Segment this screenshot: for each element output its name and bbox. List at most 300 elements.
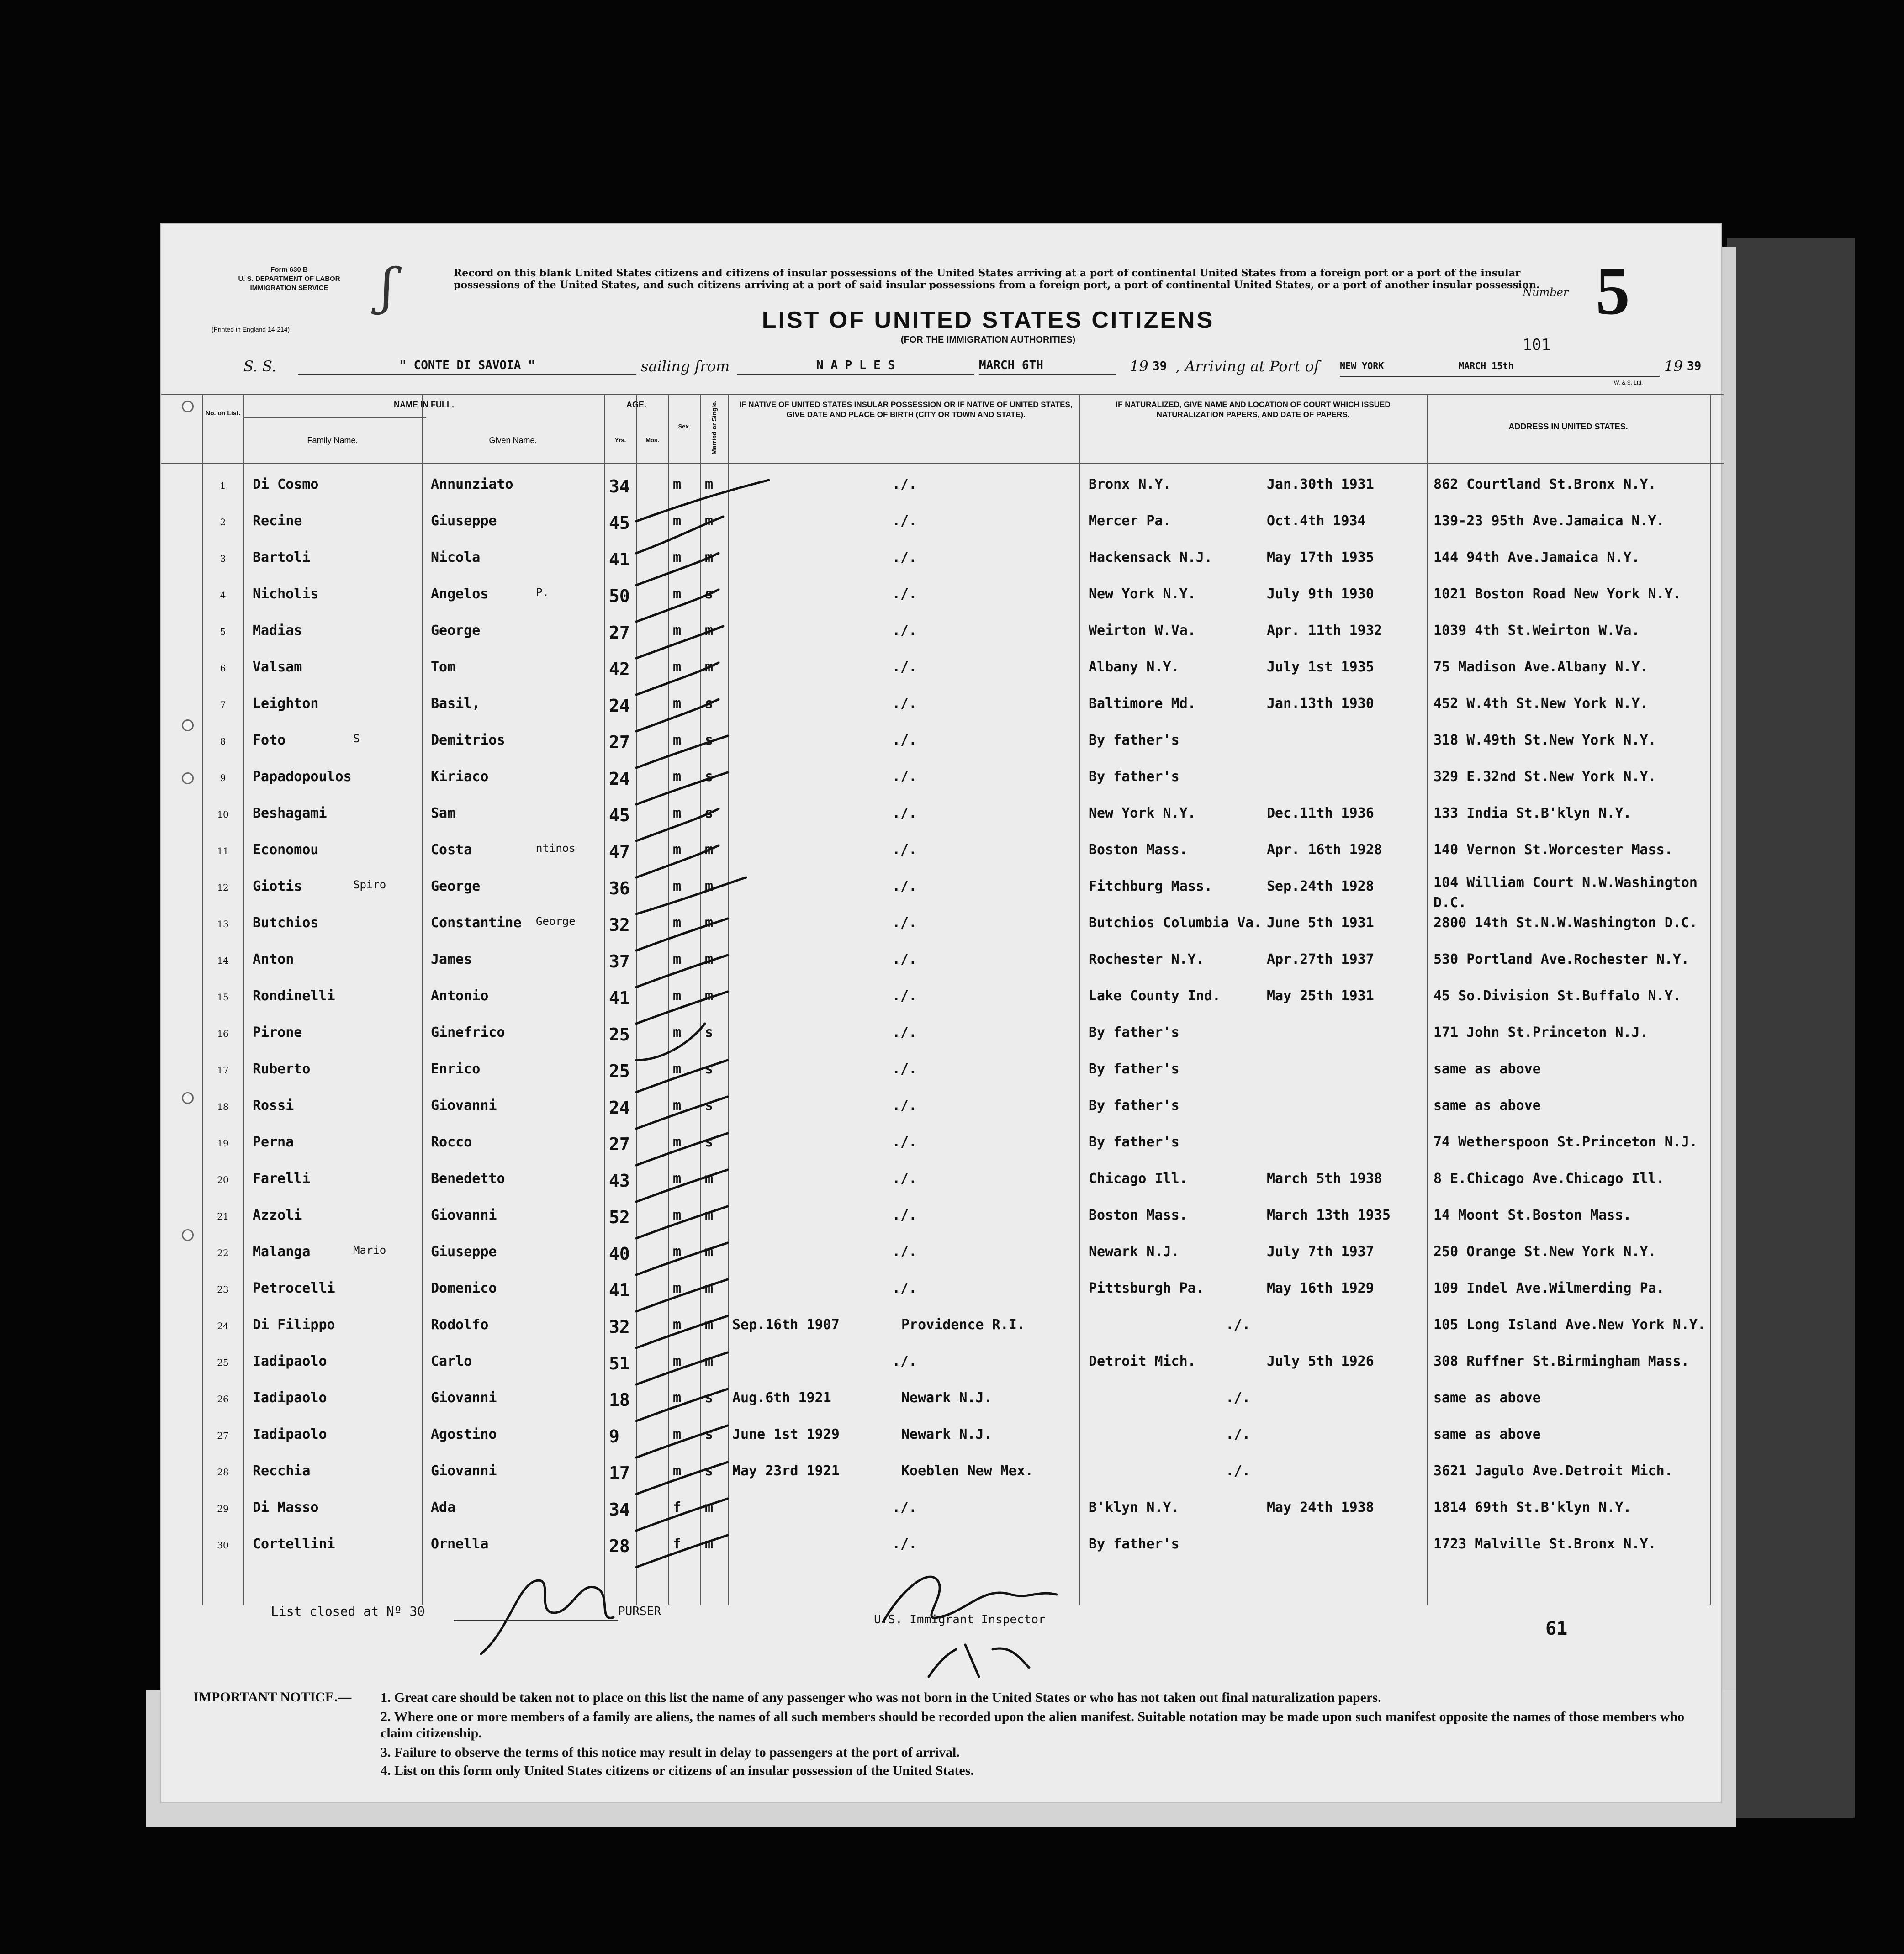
family-name: Giotis: [253, 878, 302, 894]
sex: m: [673, 1207, 682, 1223]
address: 140 Vernon St.Worcester Mass.: [1433, 842, 1673, 858]
marital-status: s: [705, 1463, 714, 1479]
address: 250 Orange St.New York N.Y.: [1433, 1244, 1656, 1260]
header-sex: Sex.: [678, 423, 691, 430]
marital-status: m: [705, 988, 714, 1004]
passenger-table: [161, 394, 1724, 1764]
sex: m: [673, 915, 682, 931]
department-name: U. S. DEPARTMENT OF LABOR: [238, 275, 340, 283]
sex: m: [673, 1280, 682, 1296]
age-years: 27: [609, 1134, 630, 1154]
sex: m: [673, 1025, 682, 1040]
address: 104 William Court N.W.Washington: [1433, 875, 1698, 891]
given-name-note: P.: [536, 586, 549, 599]
native-ditto: ./.: [892, 513, 917, 529]
year-prefix-from: 19: [1130, 358, 1148, 375]
table-row: [161, 1536, 1724, 1573]
service-name: IMMIGRATION SERVICE: [250, 284, 328, 292]
naturalization-court: New York N.Y.: [1089, 805, 1196, 821]
birth-place: Koeblen New Mex.: [901, 1463, 1033, 1479]
naturalization-court: By father's: [1089, 1098, 1179, 1114]
header-name-in-full: NAME IN FULL.: [394, 400, 454, 409]
age-years: 41: [609, 1280, 630, 1300]
age-years: 40: [609, 1244, 630, 1264]
table-row: [161, 1098, 1724, 1134]
row-number: 13: [217, 919, 229, 929]
table-row: [161, 1280, 1724, 1317]
family-name: Rossi: [253, 1098, 294, 1114]
sex: m: [673, 696, 682, 712]
address: 452 W.4th St.New York N.Y.: [1433, 696, 1648, 712]
family-name: Malanga: [253, 1244, 311, 1260]
table-row: [161, 1390, 1724, 1426]
marital-status: s: [705, 805, 714, 821]
given-name: Demitrios: [431, 732, 505, 748]
address: 133 India St.B'klyn N.Y.: [1433, 805, 1632, 821]
naturalization-ditto: ./.: [1226, 1463, 1251, 1479]
port-from: N A P L E S: [737, 359, 974, 375]
birth-place: Newark N.J.: [901, 1426, 992, 1442]
given-name: Tom: [431, 659, 456, 675]
given-name: Carlo: [431, 1353, 472, 1369]
naturalization-court: By father's: [1089, 1134, 1179, 1150]
given-name: Giovanni: [431, 1390, 497, 1406]
row-number: 10: [217, 809, 229, 820]
naturalization-court: B'klyn N.Y.: [1089, 1500, 1179, 1516]
address: 308 Ruffner St.Birmingham Mass.: [1433, 1353, 1689, 1369]
marital-status: m: [705, 1353, 714, 1369]
given-name: Ginefrico: [431, 1025, 505, 1040]
naturalization-court: By father's: [1089, 1061, 1179, 1077]
sex: m: [673, 623, 682, 639]
sex: m: [673, 1317, 682, 1333]
sex: m: [673, 1061, 682, 1077]
marital-status: s: [705, 1025, 714, 1040]
native-ditto: ./.: [892, 1244, 917, 1260]
given-name: Sam: [431, 805, 456, 821]
age-years: 52: [609, 1207, 630, 1227]
table-row: [161, 875, 1724, 915]
sex: m: [673, 1353, 682, 1369]
row-number: 15: [217, 992, 229, 1003]
address: same as above: [1433, 1098, 1541, 1114]
row-number: 25: [217, 1357, 229, 1368]
sex: m: [673, 842, 682, 858]
naturalization-date: Jan.30th 1931: [1267, 476, 1374, 492]
sex: m: [673, 951, 682, 967]
given-name: Constantine: [431, 915, 522, 931]
header-instructions: Record on this blank United States citizens and citizens of insular possessions of the United States arriving at a port of continental United States from a foreign port or a port of the insular possessions of the United States, and such citizens arriving at a port of said insular possessions from a foreign port, a port of continental United States, or a port of another insular possession.: [454, 267, 1540, 291]
naturalization-court: Boston Mass.: [1089, 1207, 1188, 1223]
sex: m: [673, 732, 682, 748]
age-years: 17: [609, 1463, 630, 1483]
native-ditto: ./.: [892, 659, 917, 675]
table-top-rule: [161, 394, 1724, 395]
family-name: Foto: [253, 732, 286, 748]
table-row: [161, 1244, 1724, 1280]
table-row: [161, 1317, 1724, 1353]
naturalization-court: By father's: [1089, 1536, 1179, 1552]
notice-item-3: 3. Failure to observe the terms of this notice may result in delay to passengers at the port of arrival.: [381, 1745, 960, 1760]
row-number: 30: [217, 1540, 229, 1551]
table-row: [161, 951, 1724, 988]
native-ditto: ./.: [892, 988, 917, 1004]
sex: m: [673, 1426, 682, 1442]
age-years: 34: [609, 1500, 630, 1520]
naturalization-date: May 25th 1931: [1267, 988, 1374, 1004]
row-number: 20: [217, 1174, 229, 1185]
given-name: Ada: [431, 1500, 456, 1516]
important-notice-label: IMPORTANT NOTICE.—: [193, 1690, 352, 1705]
table-row: [161, 1171, 1724, 1207]
address: 8 E.Chicago Ave.Chicago Ill.: [1433, 1171, 1665, 1187]
table-row: [161, 732, 1724, 769]
address: 45 So.Division St.Buffalo N.Y.: [1433, 988, 1681, 1004]
age-years: 34: [609, 476, 630, 496]
marital-status: s: [705, 1390, 714, 1406]
punch-hole: [182, 719, 194, 731]
family-name: Bartoli: [253, 549, 311, 565]
row-number: 11: [217, 845, 229, 856]
naturalization-court: By father's: [1089, 1025, 1179, 1040]
notice-item-4: 4. List on this form only United States citizens or citizens of an insular possession of the United States.: [381, 1763, 974, 1778]
age-years: 25: [609, 1025, 630, 1045]
address: same as above: [1433, 1390, 1541, 1406]
native-ditto: ./.: [892, 878, 917, 894]
row-number: 26: [217, 1394, 229, 1405]
sex: m: [673, 1244, 682, 1260]
naturalization-ditto: ./.: [1226, 1426, 1251, 1442]
birth-date: Sep.16th 1907: [732, 1317, 840, 1333]
family-name-note: S: [353, 732, 360, 745]
table-row: [161, 805, 1724, 842]
given-name: Giuseppe: [431, 513, 497, 529]
age-years: 41: [609, 988, 630, 1008]
naturalization-court: Albany N.Y.: [1089, 659, 1179, 675]
underlying-page-edge: [1727, 238, 1855, 1818]
family-name: Farelli: [253, 1171, 311, 1187]
native-ditto: ./.: [892, 805, 917, 821]
marital-status: m: [705, 476, 714, 492]
naturalization-court: By father's: [1089, 732, 1179, 748]
naturalization-court: Lake County Ind.: [1089, 988, 1221, 1004]
naturalization-court: Weirton W.Va.: [1089, 623, 1196, 639]
address: same as above: [1433, 1426, 1541, 1442]
address: 109 Indel Ave.Wilmerding Pa.: [1433, 1280, 1665, 1296]
page-title: LIST OF UNITED STATES CITIZENS: [762, 307, 1215, 333]
family-name-note: Spiro: [353, 878, 386, 891]
given-name: Nicola: [431, 549, 481, 565]
given-name: Annunziato: [431, 476, 513, 492]
naturalization-date: Dec.11th 1936: [1267, 805, 1374, 821]
table-row: [161, 586, 1724, 623]
address: 3621 Jagulo Ave.Detroit Mich.: [1433, 1463, 1673, 1479]
marital-status: s: [705, 769, 714, 785]
marital-status: s: [705, 1098, 714, 1114]
address: 2800 14th St.N.W.Washington D.C.: [1433, 915, 1698, 931]
punch-hole: [182, 1229, 194, 1241]
naturalization-court: Detroit Mich.: [1089, 1353, 1196, 1369]
form-number: Form 630 B: [270, 266, 308, 274]
row-number: 1: [220, 480, 226, 491]
naturalization-date: Sep.24th 1928: [1267, 878, 1374, 894]
given-name: Giovanni: [431, 1207, 497, 1223]
row-number: 19: [217, 1138, 229, 1149]
age-years: 37: [609, 951, 630, 972]
given-name: Kiriaco: [431, 769, 489, 785]
row-number: 14: [217, 955, 229, 966]
marital-status: m: [705, 659, 714, 675]
family-name: Di Cosmo: [253, 476, 319, 492]
punch-hole: [182, 772, 194, 784]
native-ditto: ./.: [892, 732, 917, 748]
sex: m: [673, 805, 682, 821]
address: 1723 Malville St.Bronx N.Y.: [1433, 1536, 1656, 1552]
family-name: Iadipaolo: [253, 1426, 327, 1442]
naturalization-court: Mercer Pa.: [1089, 513, 1171, 529]
age-years: 51: [609, 1353, 630, 1373]
given-name: Basil,: [431, 696, 481, 712]
age-years: 41: [609, 549, 630, 570]
marital-status: m: [705, 513, 714, 529]
marital-status: m: [705, 842, 714, 858]
table-row: [161, 1353, 1724, 1390]
age-years: 43: [609, 1171, 630, 1191]
given-name: Agostino: [431, 1426, 497, 1442]
address: 144 94th Ave.Jamaica N.Y.: [1433, 549, 1640, 565]
family-name: Di Filippo: [253, 1317, 335, 1333]
native-ditto: ./.: [892, 1280, 917, 1296]
address: 75 Madison Ave.Albany N.Y.: [1433, 659, 1648, 675]
header-naturalized: IF NATURALIZED, GIVE NAME AND LOCATION OF COURT WHICH ISSUED NATURALIZATION PAPERS, AND DATE OF PAPERS.: [1116, 400, 1391, 419]
list-number: 5: [1596, 253, 1630, 329]
table-row: [161, 842, 1724, 878]
header-married-single: Married or Single.: [710, 400, 718, 455]
family-name: Perna: [253, 1134, 294, 1150]
age-years: 50: [609, 586, 630, 606]
table-row: [161, 915, 1724, 951]
header-address: ADDRESS IN UNITED STATES.: [1508, 422, 1628, 431]
naturalization-date: Oct.4th 1934: [1267, 513, 1366, 529]
sailing-label: sailing from: [641, 358, 730, 375]
naturalization-court: Pittsburgh Pa.: [1089, 1280, 1204, 1296]
sex: m: [673, 1390, 682, 1406]
sex: m: [673, 878, 682, 894]
port-to: NEW YORK: [1340, 360, 1660, 377]
age-years: 32: [609, 1317, 630, 1337]
inspector-label: U.S. Immigrant Inspector: [874, 1613, 1046, 1627]
naturalization-date: May 17th 1935: [1267, 549, 1374, 565]
given-name: Enrico: [431, 1061, 481, 1077]
header-family-name: Family Name.: [307, 436, 358, 445]
native-ditto: ./.: [892, 1061, 917, 1077]
address: same as above: [1433, 1061, 1541, 1077]
arriving-label: , Arriving at Port of: [1175, 358, 1319, 375]
printer-mark: W. & S. Ltd.: [1614, 380, 1643, 386]
table-row: [161, 623, 1724, 659]
given-name: George: [431, 623, 481, 639]
name-subheader-rule: [243, 417, 426, 418]
marital-status: s: [705, 1134, 714, 1150]
naturalization-court: Hackensack N.J.: [1089, 549, 1212, 565]
row-number: 28: [217, 1467, 229, 1478]
voyage-line: [243, 358, 1705, 380]
sex: m: [673, 659, 682, 675]
given-name: Costa: [431, 842, 472, 858]
native-ditto: ./.: [892, 476, 917, 492]
age-years: 24: [609, 769, 630, 789]
table-row: [161, 1061, 1724, 1098]
given-name: Rocco: [431, 1134, 472, 1150]
age-years: 28: [609, 1536, 630, 1556]
given-name: Angelos: [431, 586, 489, 602]
address: 318 W.49th St.New York N.Y.: [1433, 732, 1656, 748]
sex: m: [673, 1171, 682, 1187]
age-years: 24: [609, 696, 630, 716]
sex: m: [673, 769, 682, 785]
address-line-2: D.C.: [1433, 895, 1467, 911]
family-name: Azzoli: [253, 1207, 302, 1223]
table-row: [161, 659, 1724, 696]
native-ditto: ./.: [892, 1025, 917, 1040]
sex: m: [673, 586, 682, 602]
header-no: No. on List.: [205, 409, 241, 417]
age-years: 45: [609, 805, 630, 825]
given-name: Antonio: [431, 988, 489, 1004]
age-years: 25: [609, 1061, 630, 1081]
address: 530 Portland Ave.Rochester N.Y.: [1433, 951, 1689, 967]
sex: m: [673, 1134, 682, 1150]
naturalization-court: Newark N.J.: [1089, 1244, 1179, 1260]
sex: m: [673, 513, 682, 529]
marital-status: m: [705, 1207, 714, 1223]
printer-note: (Printed in England 14-214): [212, 326, 290, 333]
row-number: 27: [217, 1430, 229, 1441]
family-name: Papadopoulos: [253, 769, 352, 785]
year-prefix-to: 19: [1664, 358, 1683, 375]
family-name: Anton: [253, 951, 294, 967]
address: 1814 69th St.B'klyn N.Y.: [1433, 1500, 1632, 1516]
naturalization-date: May 16th 1929: [1267, 1280, 1374, 1296]
address: 1039 4th St.Weirton W.Va.: [1433, 623, 1640, 639]
marital-status: m: [705, 1280, 714, 1296]
address: 862 Courtland St.Bronx N.Y.: [1433, 476, 1656, 492]
family-name: Leighton: [253, 696, 319, 712]
row-number: 7: [220, 699, 226, 710]
row-number: 8: [220, 736, 226, 747]
date-to: MARCH 15th: [1459, 360, 1514, 371]
row-number: 29: [217, 1503, 229, 1514]
naturalization-court: Butchios Columbia Va.: [1089, 915, 1262, 931]
native-ditto: ./.: [892, 842, 917, 858]
native-ditto: ./.: [892, 951, 917, 967]
family-name: Economou: [253, 842, 319, 858]
given-name: George: [431, 878, 481, 894]
native-ditto: ./.: [892, 1134, 917, 1150]
native-ditto: ./.: [892, 696, 917, 712]
row-number: 5: [220, 626, 226, 637]
naturalization-court: Fitchburg Mass.: [1089, 878, 1212, 894]
marital-status: m: [705, 1244, 714, 1260]
year-from: 39: [1153, 359, 1167, 373]
address: 74 Wetherspoon St.Princeton N.J.: [1433, 1134, 1698, 1150]
family-name: Iadipaolo: [253, 1390, 327, 1406]
list-closed-note: List closed at Nº 30: [271, 1604, 425, 1619]
given-name: James: [431, 951, 472, 967]
family-name: Iadipaolo: [253, 1353, 327, 1369]
address: 1021 Boston Road New York N.Y.: [1433, 586, 1681, 602]
age-years: 36: [609, 878, 630, 898]
table-row: [161, 1025, 1724, 1061]
row-number: 12: [217, 882, 229, 893]
marital-status: s: [705, 586, 714, 602]
table-row: [161, 549, 1724, 586]
sex: m: [673, 988, 682, 1004]
naturalization-date: July 7th 1937: [1267, 1244, 1374, 1260]
naturalization-ditto: ./.: [1226, 1390, 1251, 1406]
sheet-number: 61: [1545, 1618, 1568, 1639]
naturalization-court: Bronx N.Y.: [1089, 476, 1171, 492]
address: 329 E.32nd St.New York N.Y.: [1433, 769, 1656, 785]
marital-status: m: [705, 1500, 714, 1516]
notice-item-2: 2. Where one or more members of a family are aliens, the names of all such members should be recorded upon the alien manifest. Suitable notation may be made upon such manifest opposite the names of those members who claim citizenship.: [381, 1709, 1685, 1741]
family-name: Cortellini: [253, 1536, 335, 1552]
native-ditto: ./.: [892, 1207, 917, 1223]
header-age: AGE.: [626, 400, 646, 409]
ss-label: S. S.: [243, 358, 277, 375]
given-name: Benedetto: [431, 1171, 505, 1187]
naturalization-court: Rochester N.Y.: [1089, 951, 1204, 967]
purser-label: PURSER: [618, 1605, 661, 1618]
form-identification: [221, 265, 358, 293]
marital-status: m: [705, 915, 714, 931]
age-years: 18: [609, 1390, 630, 1410]
given-name: Giuseppe: [431, 1244, 497, 1260]
marital-status: s: [705, 1061, 714, 1077]
row-number: 23: [217, 1284, 229, 1295]
header-given-name: Given Name.: [489, 436, 537, 445]
passenger-rows: [161, 476, 1724, 1600]
family-name: Rondinelli: [253, 988, 335, 1004]
given-name: Rodolfo: [431, 1317, 489, 1333]
table-row: [161, 988, 1724, 1025]
row-number: 22: [217, 1247, 229, 1258]
family-name: Di Masso: [253, 1500, 319, 1516]
table-row: [161, 476, 1724, 513]
table-row: [161, 769, 1724, 805]
naturalization-court: By father's: [1089, 769, 1179, 785]
row-number: 6: [220, 663, 226, 674]
native-ditto: ./.: [892, 1353, 917, 1369]
naturalization-date: March 13th 1935: [1267, 1207, 1391, 1223]
ship-name: " CONTE DI SAVOIA ": [298, 359, 636, 375]
marital-status: m: [705, 1536, 714, 1552]
birth-place: Newark N.J.: [901, 1390, 992, 1406]
naturalization-date: July 5th 1926: [1267, 1353, 1374, 1369]
row-number: 17: [217, 1065, 229, 1076]
marital-status: s: [705, 732, 714, 748]
row-number: 4: [220, 590, 226, 601]
sex: m: [673, 1098, 682, 1114]
native-ditto: ./.: [892, 915, 917, 931]
family-name: Recchia: [253, 1463, 311, 1479]
year-to: 39: [1687, 359, 1702, 373]
marital-status: s: [705, 1426, 714, 1442]
marital-status: s: [705, 696, 714, 712]
family-name: Petrocelli: [253, 1280, 335, 1296]
family-name: Valsam: [253, 659, 302, 675]
native-ditto: ./.: [892, 769, 917, 785]
